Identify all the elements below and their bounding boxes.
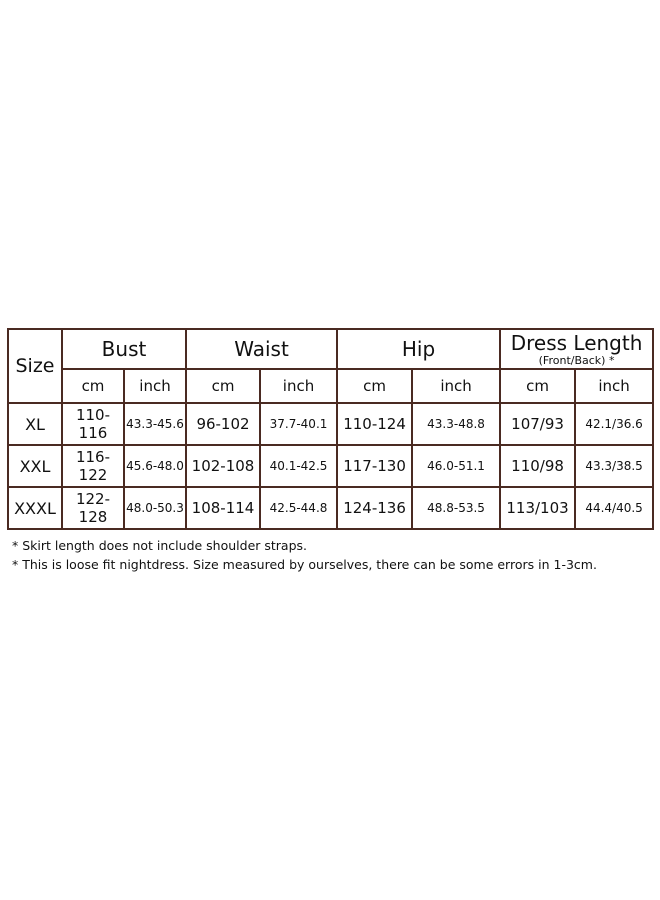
- dress-length-header: [500, 329, 653, 369]
- table-row: [8, 445, 653, 487]
- bust-inch-cell: 43.3-45.6: [124, 403, 186, 445]
- hip-inch-cell: 46.0-51.1: [412, 445, 500, 487]
- hip-inch-header: inch: [412, 369, 500, 403]
- waist-header: Waist: [186, 329, 337, 369]
- waist-inch-cell: 37.7-40.1: [260, 403, 337, 445]
- hip-cm-cell: 117-130: [337, 445, 412, 487]
- hip-inch-cell: 43.3-48.8: [412, 403, 500, 445]
- bust-cm-cell: 110-116: [62, 403, 124, 445]
- bust-cm-cell: 122-128: [62, 487, 124, 529]
- bust-inch-header: inch: [124, 369, 186, 403]
- footnote: * Skirt length does not include shoulder straps.: [12, 538, 308, 553]
- bust-inch-cell: 48.0-50.3: [124, 487, 186, 529]
- length-cm-cell: 110/98: [500, 445, 575, 487]
- bust-cm-header: cm: [62, 369, 124, 403]
- footnotes: [12, 536, 597, 574]
- bust-header: Bust: [62, 329, 186, 369]
- waist-cm-cell: 96-102: [186, 403, 260, 445]
- length-cm-cell: 113/103: [500, 487, 575, 529]
- unit-row: [8, 369, 653, 403]
- length-inch-cell: 44.4/40.5: [575, 487, 653, 529]
- waist-inch-cell: 42.5-44.8: [260, 487, 337, 529]
- waist-cm-header: cm: [186, 369, 260, 403]
- length-inch-header: inch: [575, 369, 653, 403]
- bust-cm-cell: 116-122: [62, 445, 124, 487]
- hip-header: Hip: [337, 329, 500, 369]
- waist-cm-cell: 108-114: [186, 487, 260, 529]
- length-cm-header: cm: [500, 369, 575, 403]
- size-header: Size: [8, 329, 62, 403]
- hip-cm-header: cm: [337, 369, 412, 403]
- length-inch-cell: 42.1/36.6: [575, 403, 653, 445]
- table-row: [8, 403, 653, 445]
- hip-cm-cell: 110-124: [337, 403, 412, 445]
- size-chart-table: [7, 328, 654, 530]
- size-cell: XXL: [8, 445, 62, 487]
- waist-inch-header: inch: [260, 369, 337, 403]
- waist-inch-cell: 40.1-42.5: [260, 445, 337, 487]
- footnote: * This is loose fit nightdress. Size measured by ourselves, there can be some errors in 1-3cm.: [12, 557, 597, 572]
- length-cm-cell: 107/93: [500, 403, 575, 445]
- table-row: [8, 487, 653, 529]
- hip-cm-cell: 124-136: [337, 487, 412, 529]
- hip-inch-cell: 48.8-53.5: [412, 487, 500, 529]
- waist-cm-cell: 102-108: [186, 445, 260, 487]
- header-row: [8, 329, 653, 369]
- dress-length-title: Dress Length: [510, 330, 643, 355]
- size-cell: XXXL: [8, 487, 62, 529]
- length-inch-cell: 43.3/38.5: [575, 445, 653, 487]
- dress-length-subtitle: (Front/Back) *: [538, 353, 615, 367]
- bust-inch-cell: 45.6-48.0: [124, 445, 186, 487]
- size-cell: XL: [8, 403, 62, 445]
